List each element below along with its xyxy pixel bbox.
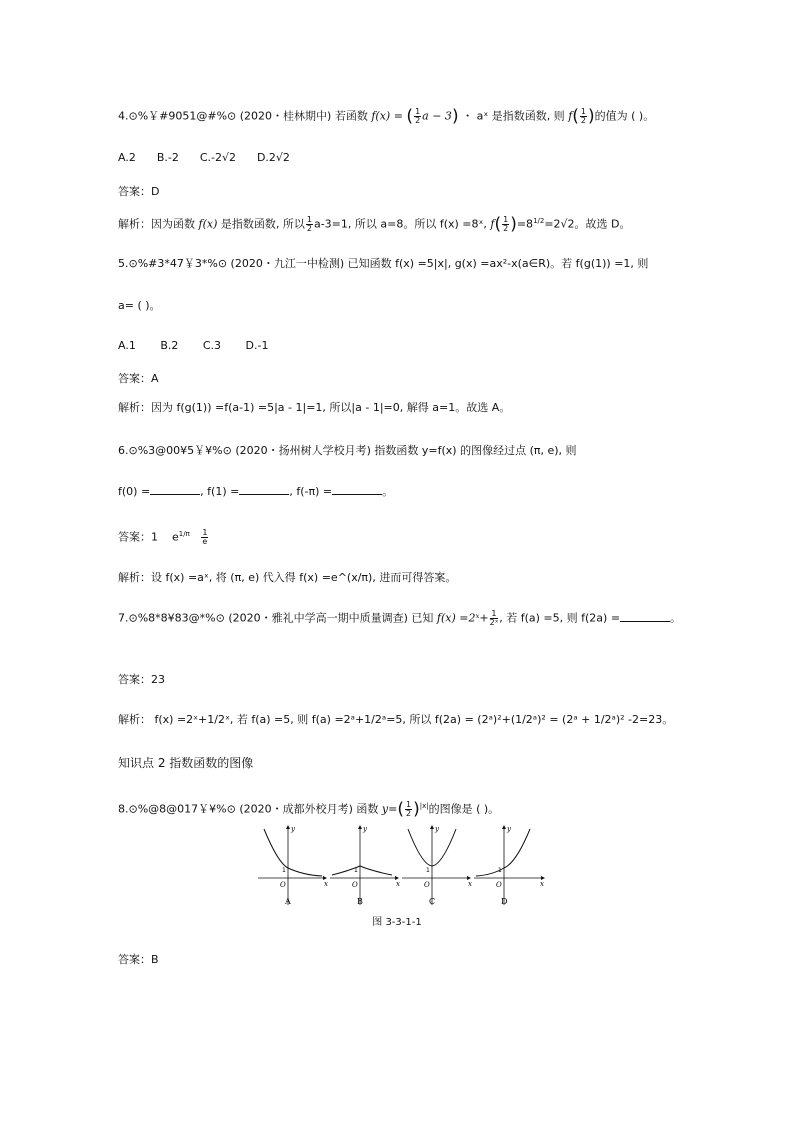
blank-3 (332, 484, 382, 495)
question-6-line1: 6.⊙%3@00¥5￥¥%⊙ (2020・扬州树人学校月考) 指数函数 y=f(x) 的图像经过点 (π, e), 则 (118, 444, 577, 457)
question-5-line2: a= ( )。 (118, 299, 161, 312)
x-label: x (324, 880, 328, 888)
answer-8: 答案：B (118, 953, 159, 966)
a4-fx: f(x) (198, 217, 218, 231)
answer-6 (118, 526, 694, 546)
q5-options (118, 338, 694, 354)
option-b: B.2 (160, 339, 179, 352)
a4-mid2: a-3=1, 所以 a=8。所以 f(x) =8ˣ, (313, 217, 487, 231)
figure-graphs (258, 823, 548, 913)
option-a: A.2 (118, 151, 136, 164)
figure-caption: 图 3-3-1-1 (372, 917, 422, 928)
q7-prefix: 7.⊙%8*8¥83@*%⊙ (2020・雅礼中学高一期中质量调查) 已知 (118, 611, 434, 625)
question-4: 4.⊙%￥#9051@#%⊙ (2020・桂林期中) 若函数 f(x) = ( $\frac{1}{2}$ a − 3) ・ aˣ 是指数函数, 则 f( $\frac{1}{2}$ )的值为 ( )。 (118, 106, 655, 127)
graph-b (330, 823, 400, 908)
q6-f1: , f(1) = (200, 485, 240, 498)
analysis-6: 解析：设 f(x) =aˣ, 将 (π, e) 代入得 f(x) =e^(x/π), 进而可得答案。 (118, 571, 457, 584)
label-b: B (357, 897, 363, 906)
option-a: A.1 (118, 339, 136, 352)
q4-a-minus-3: a − 3 (422, 109, 452, 123)
a6-frac: $\frac{1}{e}$ (202, 528, 208, 547)
a6-e: e (172, 530, 179, 544)
analysis-5: 解析：因为 f(g(1)) =f(a-1) =5|a - 1|=1, 所以|a - 1|=0, 解得 a=1。故选 A。 (118, 401, 511, 414)
blank-q7 (620, 611, 670, 622)
analysis-7: 解析： f(x) =2ˣ+1/2ˣ, 若 f(a) =5, 则 f(a) =2ᵃ+1/2ᵃ=5, 所以 f(2a) = (2ᵃ)²+(1/2ᵃ)² = (2ᵃ + 1/2ᵃ)² -2=23。 (118, 713, 674, 726)
q6-fpi: , f(-π) = (289, 485, 333, 498)
graph-c (402, 823, 472, 908)
q4-tail: ・ aˣ 是指数函数, 则 (462, 109, 565, 123)
svg-text:1: 1 (426, 867, 430, 874)
q8-exp: |x| (419, 802, 429, 810)
answer-4: 答案：D (118, 185, 160, 198)
svg-text:x: x (468, 880, 472, 888)
analysis-4: 解析：因为函数 f(x) 是指数函数, 所以 $\frac{1}{2}$ a-3=1, 所以 a=8。所以 f(x) =8ˣ, f( $\frac{1}{2}$ )$=8^{1/2}=2√2$。故选 D。 (118, 214, 631, 235)
q4-fx: f(x) = (371, 109, 403, 123)
q8-suffix: 的图像是 ( )。 (428, 802, 500, 816)
q4-options (118, 150, 694, 166)
option-d: D.2√2 (256, 151, 290, 164)
q7-fx: f(x) =2ˣ+ (436, 611, 489, 625)
svg-text:O: O (352, 881, 358, 889)
blank-2 (239, 484, 289, 495)
svg-text:O: O (424, 881, 430, 889)
blank-1 (150, 484, 200, 495)
answer-5: 答案：A (118, 372, 159, 385)
a6-prefix: 答案：1 (118, 530, 158, 544)
option-c: C.-2√2 (199, 151, 236, 164)
q4-value-suffix: 的值为 ( )。 (594, 109, 655, 123)
question-6-line2: f(0) = , f(1) = , f(-π) = 。 (118, 485, 394, 498)
q4-prefix: 4.⊙%￥#9051@#%⊙ (2020・桂林期中) 若函数 (118, 109, 368, 123)
q4-f: f (568, 109, 573, 123)
question-5-line1: 5.⊙%#3*47￥3*%⊙ (2020・九江一中检测) 已知函数 f(x) =5|x|, g(x) =ax²-x(a∈R)。若 f(g(1)) =1, 则 (118, 257, 649, 270)
svg-text:y: y (363, 825, 367, 833)
q4-half-frac: $\frac{1}{2}$ (415, 107, 421, 125)
svg-text:x: x (396, 880, 400, 888)
svg-text:O: O (496, 881, 502, 889)
q7-frac: $\frac{1}{\text{2ˣ}}$ (489, 609, 499, 627)
y-label: y (291, 825, 295, 833)
origin-label: O (280, 881, 286, 889)
a6-exp: 1/π (178, 530, 190, 538)
question-7: 7.⊙%8*8¥83@*%⊙ (2020・雅礼中学高一期中质量调查) 已知 f(x) =2ˣ+ $\frac{1}{\text{2ˣ}}$ , 若 f(a) =5, 则 f(2a) = 。 (118, 609, 682, 627)
a4-mid: 是指数函数, 所以 (220, 217, 305, 231)
svg-text:1: 1 (498, 867, 502, 874)
answer-7: 答案：23 (118, 673, 165, 686)
q8-prefix: 8.⊙%@8@017￥¥%⊙ (2020・成都外校月考) 函数 (118, 802, 379, 816)
svg-text:x: x (540, 880, 544, 888)
label-c: C (429, 897, 436, 906)
svg-text:y: y (507, 825, 511, 833)
graph-a (258, 823, 328, 908)
option-c: C.3 (202, 339, 222, 352)
option-d: D.-1 (245, 339, 269, 352)
svg-text:1: 1 (354, 867, 358, 874)
tick-label: 1 (282, 867, 286, 874)
label-a: A (285, 897, 291, 906)
option-b: B.-2 (156, 151, 179, 164)
question-8: 8.⊙%@8@017￥¥%⊙ (2020・成都外校月考) 函数 y=( $\frac{1}{2}$ )$^{|x|}$的图像是 ( )。 (118, 799, 500, 820)
label-d: D (501, 897, 508, 906)
q6-f0: f(0) = (118, 485, 151, 498)
a4-end: =8 (516, 217, 534, 231)
a4-tail: =2√2。故选 D。 (544, 217, 631, 231)
q7-mid: , 若 f(a) =5, 则 f(2a) = (499, 611, 621, 625)
a4-prefix: 解析：因为函数 (118, 217, 195, 231)
svg-text:y: y (435, 825, 439, 833)
graph-d (474, 823, 548, 908)
section-title: 知识点 2 指数函数的图像 (118, 756, 254, 770)
q8-fn: y= (381, 802, 398, 816)
